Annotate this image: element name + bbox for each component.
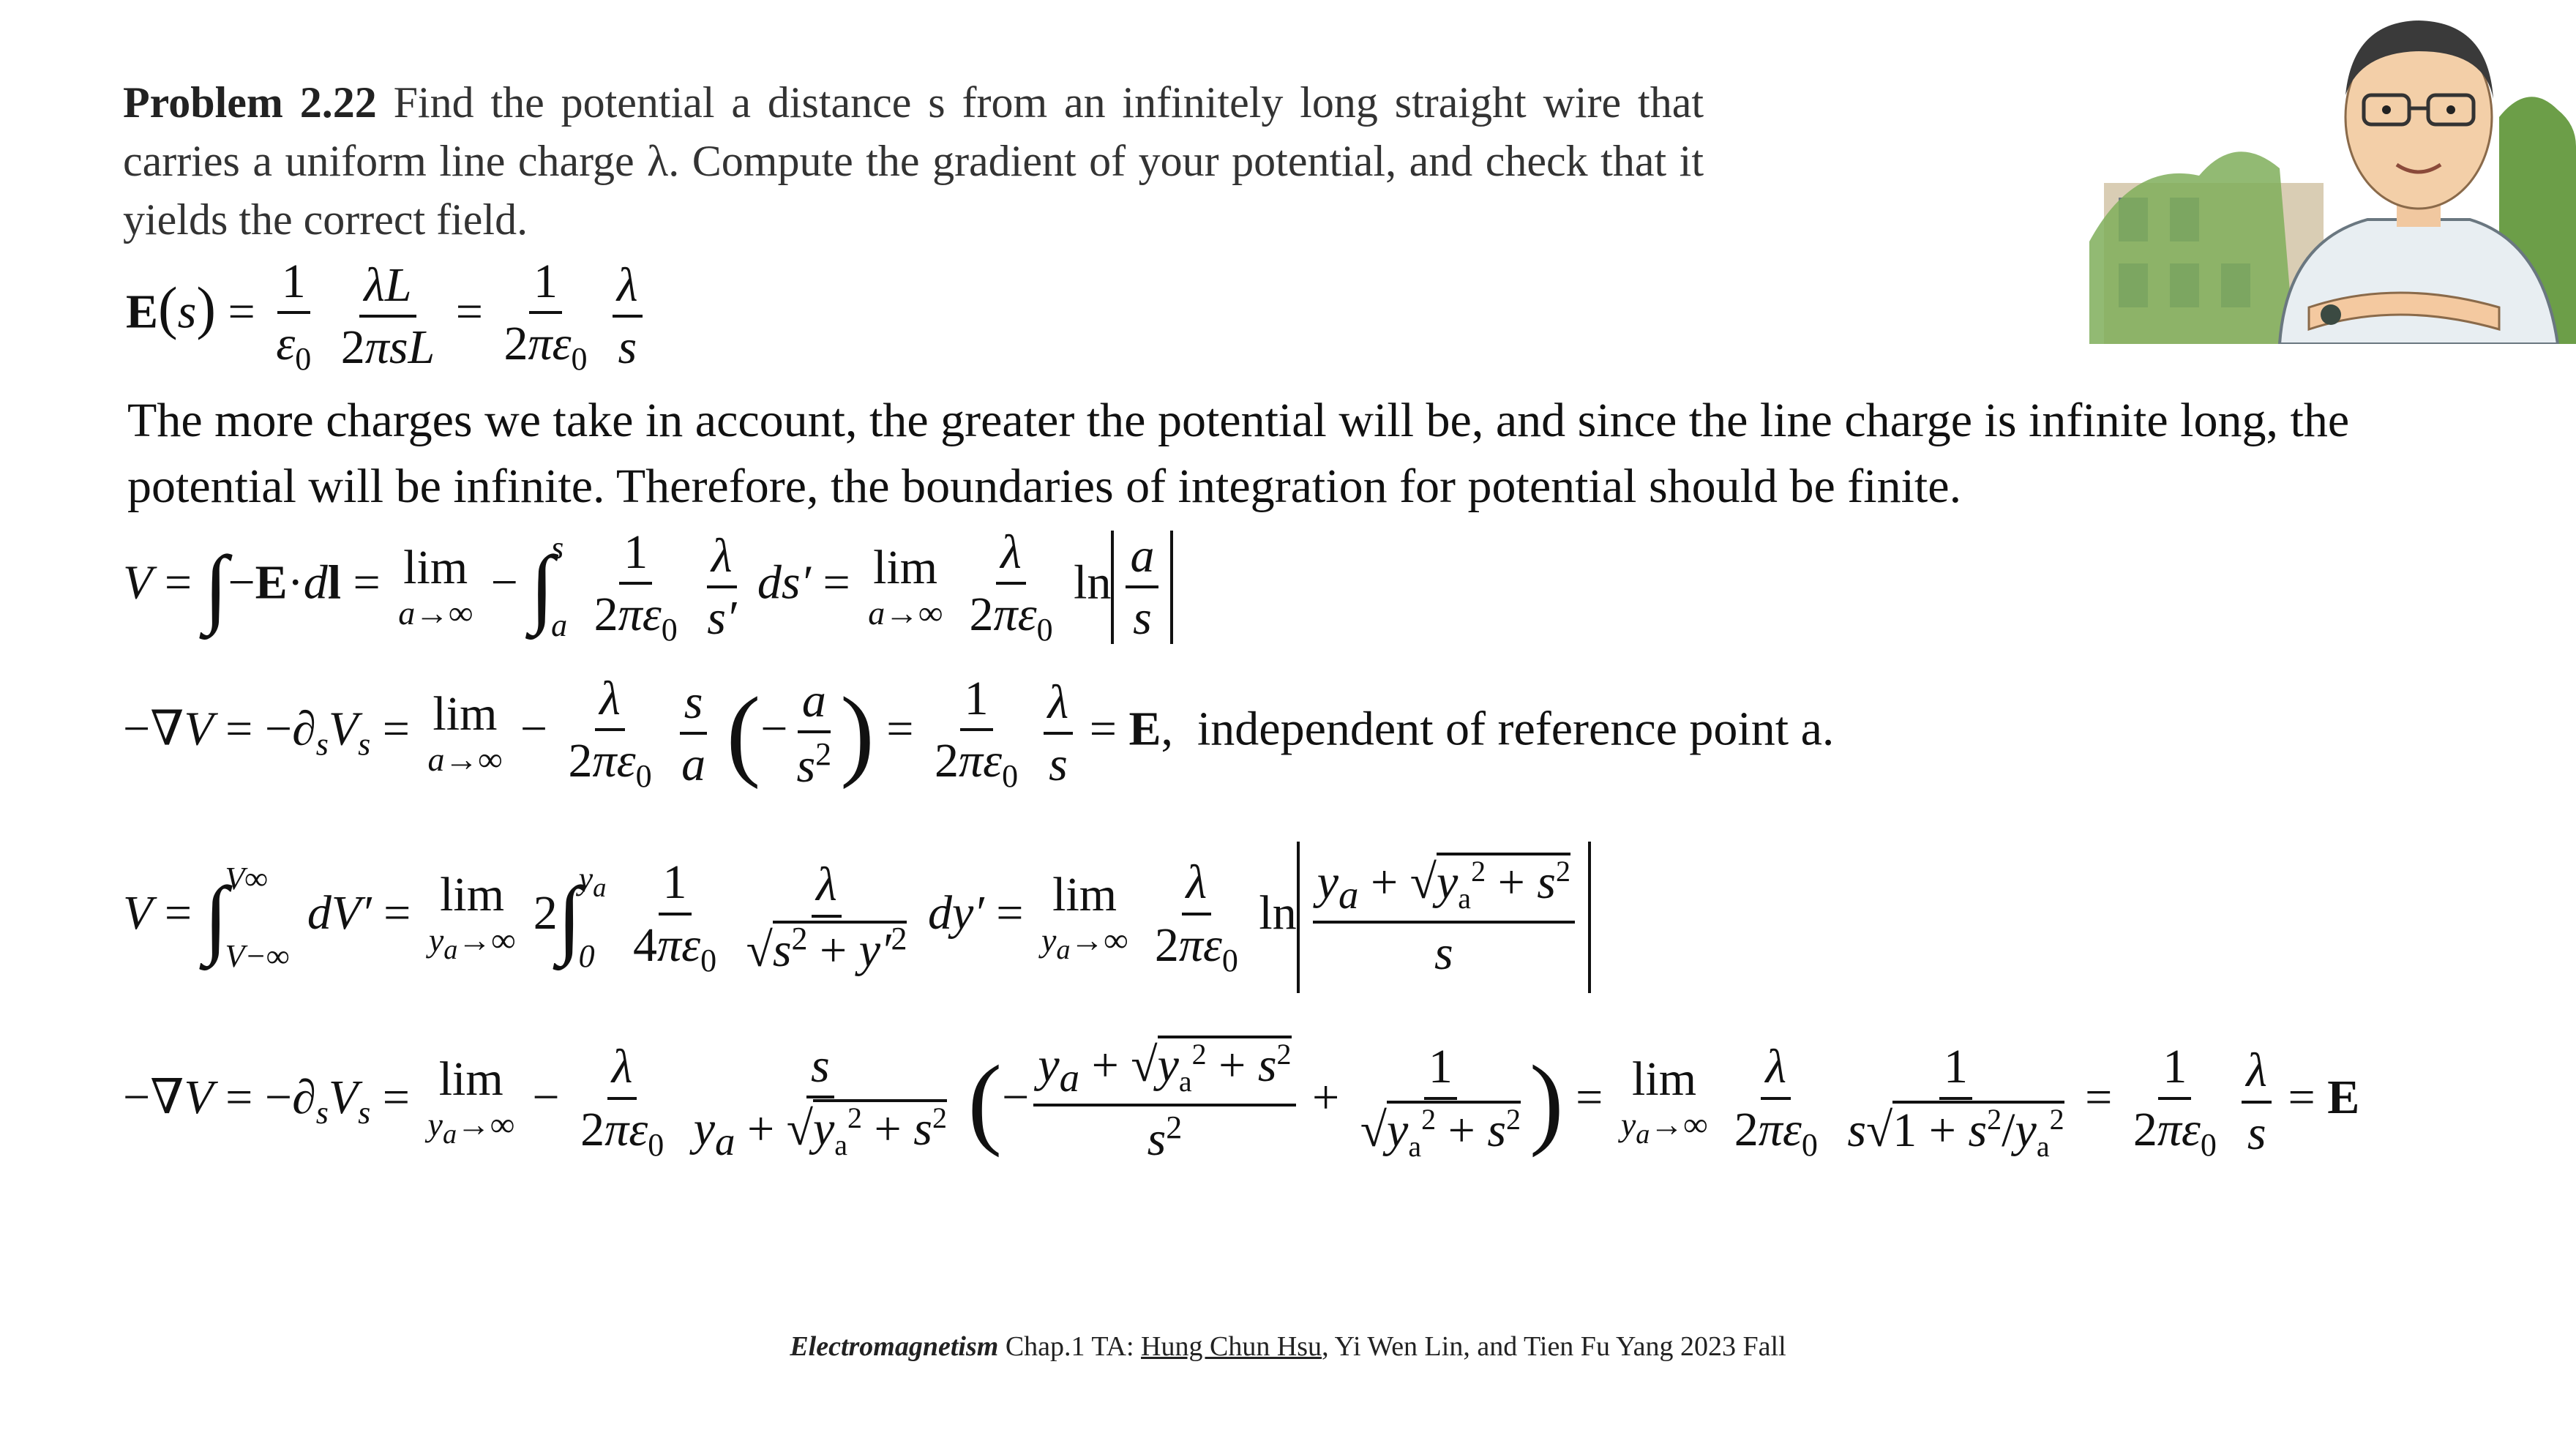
footer-ta-primary: Hung Chun Hsu: [1141, 1331, 1322, 1362]
explanation-paragraph: The more charges we take in account, the greater the potential will be, and since the line charge is infinite long, the potential will be infinite. Therefore, the boundaries of integration for potential should be finite.: [127, 394, 2350, 513]
problem-label: Problem 2.22: [123, 78, 377, 127]
potential-equation: V = ∫−E·dl = lim a→∞ − ∫ s a $\frac{1}{2\pi\varepsilon_0}$ $\frac{\lambda}{s'}$ ds′ = lim a→∞ $\frac{\lambda}{2\pi\varepsilon_0}$ ln $\frac{a}{s}$: [123, 527, 1173, 648]
field-equation: E(s) = $\frac{1}{\varepsilon_0}$ $\frac{\lambda L}{\text{2πsL}}$ = $\frac{1}{2\pi\varepsilon_0}$ $\frac{\lambda}{s}$: [126, 256, 647, 377]
gradient-equation-2: $-\nabla V = -\partial_sV_s$ = lim $y_a\to\infty$ − $\frac{\lambda}{2\pi\varepsilon_0}$ $\frac{s}{y_a + √y_a^2 + s^2}$ (− $\frac{y_a + √y_a^2 + s^2}{s^2}$ + $\frac{1}{√y_a^2 + s^2}$ ) = lim $y_a\to\infty$ $\frac{\lambda}{2\pi\varepsilon_0}$ $\frac{1}{s√1 + s^2/y_a^2}$ = $\frac{1}{2\pi\varepsilon_0}$ $\frac{\lambda}{s}$ = E: [123, 1039, 2359, 1164]
teacher-avatar-illustration: [2089, 0, 2576, 344]
footer-chapter: Chap.1 TA:: [1005, 1331, 1134, 1362]
problem-statement: [123, 73, 1704, 249]
finite-potential-equation: V = ∫ V∞ V−∞ dV′ = lim $y_a\to\infty$ 2∫ $y_a$ 0 $\frac{1}{4\pi\varepsilon_0}$ $\frac{\lambda}{√s^2 + y'^2}$ dy′ = lim $y_a\to\infty$ $\frac{\lambda}{2\pi\varepsilon_0}$ ln $\frac{y_a + √y_a^2 + s^2}{s}$: [123, 842, 1591, 993]
gradient-equation-1: $-\nabla V = -\partial_sV_s$ = lim a→∞ − $\frac{\lambda}{2\pi\varepsilon_0}$ $\frac{s}{a}$ (− $\frac{a}{s^2}$ ) = $\frac{1}{2\pi\varepsilon_0}$ $\frac{\lambda}{s}$ = E, independent of reference point a.: [123, 672, 1835, 795]
footer-course: Electromagnetism: [790, 1331, 999, 1362]
reference-point-note: independent of reference point a.: [1197, 702, 1835, 756]
problem-text: Find the potential a distance s from an infinitely long straight wire that carries a uniform line charge λ. Compute the gradient of your potential, and check that it yields the correct field.: [123, 78, 1704, 244]
footer-credits: [0, 1330, 2576, 1363]
footer-rest: , Yi Wen Lin, and Tien Fu Yang 2023 Fall: [1322, 1331, 1786, 1362]
